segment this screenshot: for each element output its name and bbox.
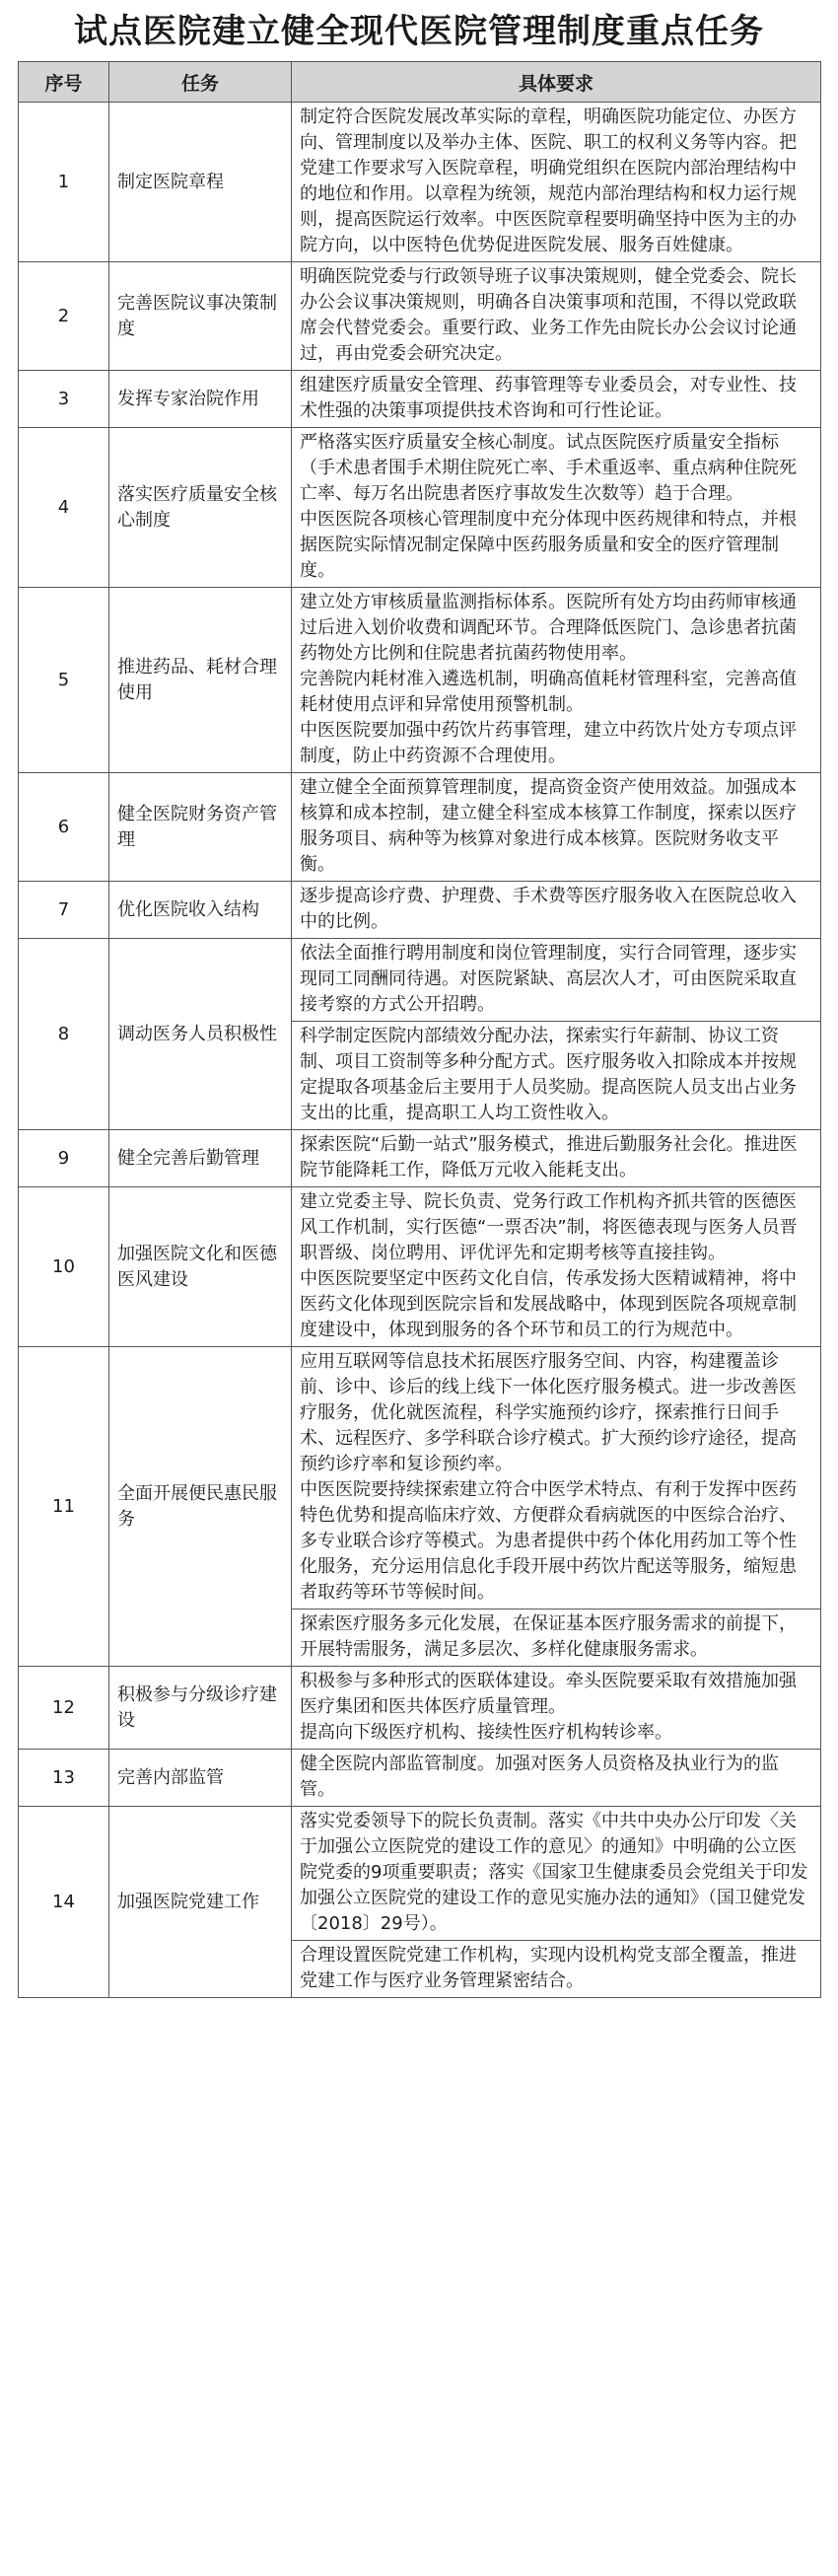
task-name: 优化医院收入结构 <box>109 882 292 939</box>
requirement-text: 合理设置医院党建工作机构，实现内设机构党支部全覆盖，推进党建工作与医疗业务管理紧密结合。 <box>292 1941 821 1998</box>
table-row <box>19 103 821 262</box>
page-title: 试点医院建立健全现代医院管理制度重点任务 <box>74 12 764 51</box>
requirement-text: 科学制定医院内部绩效分配办法，探索实行年薪制、协议工资制、项目工资制等多种分配方式。医疗服务收入扣除成本并按规定提取各项基金后主要用于人员奖励。提高医院人员支出占业务支出的比重，提高职工人均工资性收入。 <box>292 1022 821 1130</box>
requirement-text: 严格落实医疗质量安全核心制度。试点医院医疗质量安全指标（手术患者围手术期住院死亡率、手术重返率、重点病种住院死亡率、每万名出院患者医疗事故发生次数等）趋于合理。 中医医院各项核心管理制度中充分体现中医药规律和特点，并根据医院实际情况制定保障中医药服务质量和安全的医疗管理制度。 <box>292 428 821 588</box>
header-no: 序号 <box>19 62 109 103</box>
table-row <box>19 262 821 371</box>
requirement-text: 探索医院“后勤一站式”服务模式，推进后勤服务社会化。推进医院节能降耗工作，降低万元收入能耗支出。 <box>292 1130 821 1187</box>
table-header-row <box>19 62 821 103</box>
table-row <box>19 882 821 939</box>
task-name: 调动医务人员积极性 <box>109 939 292 1130</box>
table-row <box>19 1667 821 1750</box>
row-number: 13 <box>19 1750 109 1807</box>
row-number: 14 <box>19 1807 109 1998</box>
requirement-text: 组建医疗质量安全管理、药事管理等专业委员会，对专业性、技术性强的决策事项提供技术咨询和可行性论证。 <box>292 371 821 428</box>
task-name: 加强医院党建工作 <box>109 1807 292 1998</box>
row-number: 1 <box>19 103 109 262</box>
row-number: 4 <box>19 428 109 588</box>
requirement-text: 建立健全全面预算管理制度，提高资金资产使用效益。加强成本核算和成本控制，建立健全科室成本核算工作制度，探索以医疗服务项目、病种等为核算对象进行成本核算。医院财务收支平衡。 <box>292 773 821 882</box>
task-name: 发挥专家治院作用 <box>109 371 292 428</box>
requirement-text: 健全医院内部监管制度。加强对医务人员资格及执业行为的监管。 <box>292 1750 821 1807</box>
table-body <box>19 103 821 1998</box>
row-number: 6 <box>19 773 109 882</box>
table-row <box>19 1130 821 1187</box>
row-number: 5 <box>19 588 109 773</box>
row-number: 11 <box>19 1347 109 1667</box>
requirement-text: 建立处方审核质量监测指标体系。医院所有处方均由药师审核通过后进入划价收费和调配环节。合理降低医院门、急诊患者抗菌药物处方比例和住院患者抗菌药物使用率。 完善院内耗材准入遴选机制，明确高值耗材管理科室，完善高值耗材使用点评和异常使用预警机制。 中医医院要加强中药饮片药事管理，建立中药饮片处方专项点评制度，防止中药资源不合理使用。 <box>292 588 821 773</box>
task-name: 健全完善后勤管理 <box>109 1130 292 1187</box>
requirement-text: 明确医院党委与行政领导班子议事决策规则，健全党委会、院长办公会议事决策规则，明确各自决策事项和范围，不得以党政联席会代替党委会。重要行政、业务工作先由院长办公会议讨论通过，再由党委会研究决定。 <box>292 262 821 371</box>
table-row <box>19 371 821 428</box>
task-name: 落实医疗质量安全核心制度 <box>109 428 292 588</box>
requirement-text: 制定符合医院发展改革实际的章程，明确医院功能定位、办医方向、管理制度以及举办主体、医院、职工的权利义务等内容。把党建工作要求写入医院章程，明确党组织在医院内部治理结构中的地位和作用。以章程为统领，规范内部治理结构和权力运行规则，提高医院运行效率。中医医院章程要明确坚持中医为主的办院方向，以中医特色优势促进医院发展、服务百姓健康。 <box>292 103 821 262</box>
table-row <box>19 1750 821 1807</box>
row-number: 7 <box>19 882 109 939</box>
row-number: 2 <box>19 262 109 371</box>
table-row <box>19 939 821 1022</box>
table-row <box>19 588 821 773</box>
requirement-text: 落实党委领导下的院长负责制。落实《中共中央办公厅印发〈关于加强公立医院党的建设工作的意见〉的通知》中明确的公立医院党委的9项重要职责；落实《国家卫生健康委员会党组关于印发加强公立医院党的建设工作的意见实施办法的通知》（国卫健党发〔2018〕29号）。 <box>292 1807 821 1941</box>
requirement-text: 探索医疗服务多元化发展，在保证基本医疗服务需求的前提下，开展特需服务，满足多层次、多样化健康服务需求。 <box>292 1610 821 1667</box>
row-number: 3 <box>19 371 109 428</box>
requirement-text: 应用互联网等信息技术拓展医疗服务空间、内容，构建覆盖诊前、诊中、诊后的线上线下一体化医疗服务模式。进一步改善医疗服务，优化就医流程，科学实施预约诊疗，探索推行日间手术、远程医疗、多学科联合诊疗模式。扩大预约诊疗途径，提高预约诊疗率和复诊预约率。 中医医院要持续探索建立符合中医学术特点、有利于发挥中医药特色优势和提高临床疗效、方便群众看病就医的中医综合治疗、多专业联合诊疗等模式。为患者提供中药个体化用药加工等个性化服务，充分运用信息化手段开展中药饮片配送等服务，缩短患者取药等环节等候时间。 <box>292 1347 821 1610</box>
requirement-text: 积极参与多种形式的医联体建设。牵头医院要采取有效措施加强医疗集团和医共体医疗质量管理。 提高向下级医疗机构、接续性医疗机构转诊率。 <box>292 1667 821 1750</box>
task-table <box>18 61 821 1998</box>
table-row <box>19 428 821 588</box>
table-row <box>19 773 821 882</box>
task-name: 健全医院财务资产管理 <box>109 773 292 882</box>
task-name: 推进药品、耗材合理使用 <box>109 588 292 773</box>
requirement-text: 逐步提高诊疗费、护理费、手术费等医疗服务收入在医院总收入中的比例。 <box>292 882 821 939</box>
row-number: 8 <box>19 939 109 1130</box>
header-task: 任务 <box>109 62 292 103</box>
requirement-text: 依法全面推行聘用制度和岗位管理制度，实行合同管理，逐步实现同工同酬同待遇。对医院紧缺、高层次人才，可由医院采取直接考察的方式公开招聘。 <box>292 939 821 1022</box>
requirement-text: 建立党委主导、院长负责、党务行政工作机构齐抓共管的医德医风工作机制，实行医德“一票否决”制，将医德表现与医务人员晋职晋级、岗位聘用、评优评先和定期考核等直接挂钩。 中医医院要坚定中医药文化自信，传承发扬大医精诚精神，将中医药文化体现到医院宗旨和发展战略中，体现到医院各项规章制度建设中，体现到服务的各个环节和员工的行为规范中。 <box>292 1187 821 1347</box>
row-number: 9 <box>19 1130 109 1187</box>
table-row <box>19 1187 821 1347</box>
task-name: 完善医院议事决策制度 <box>109 262 292 371</box>
row-number: 10 <box>19 1187 109 1347</box>
table-row <box>19 1807 821 1941</box>
row-number: 12 <box>19 1667 109 1750</box>
task-name: 制定医院章程 <box>109 103 292 262</box>
task-name: 加强医院文化和医德医风建设 <box>109 1187 292 1347</box>
task-name: 全面开展便民惠民服务 <box>109 1347 292 1667</box>
header-requirement: 具体要求 <box>292 62 821 103</box>
task-name: 完善内部监管 <box>109 1750 292 1807</box>
task-name: 积极参与分级诊疗建设 <box>109 1667 292 1750</box>
table-row <box>19 1347 821 1610</box>
